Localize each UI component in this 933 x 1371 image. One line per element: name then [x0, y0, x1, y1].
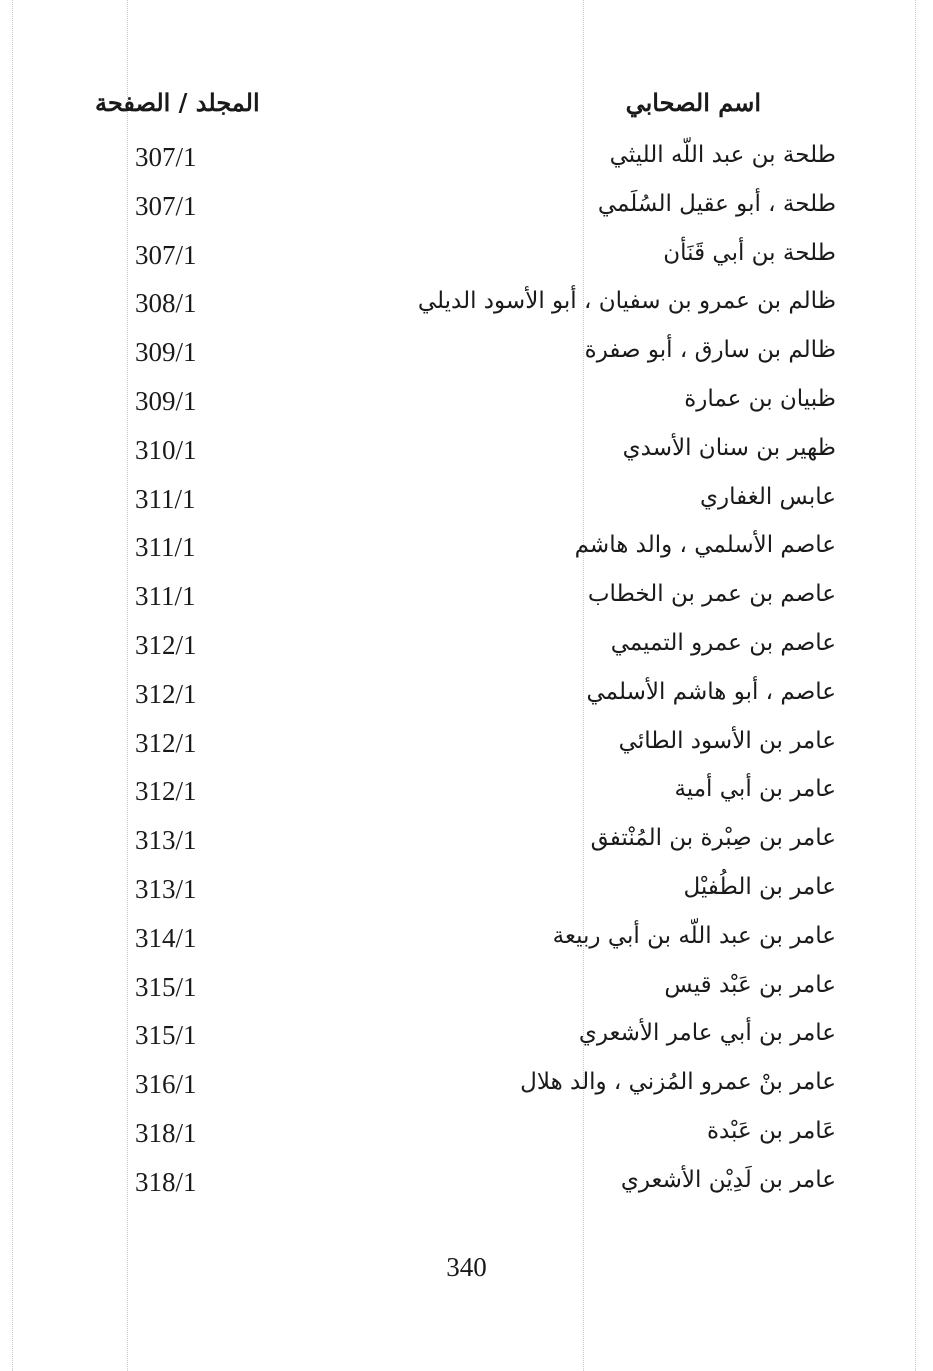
volume-page-ref: 313/1 — [135, 873, 197, 904]
volume-page-ref: 316/1 — [135, 1069, 197, 1100]
table-row — [0, 575, 933, 624]
volume-page-column-header: المجلد / الصفحة — [95, 88, 260, 117]
companion-name: طلحة ، أبو عقيل السُلَمي — [597, 190, 836, 217]
table-row — [0, 1014, 933, 1063]
volume-page-ref: 318/1 — [135, 1117, 197, 1148]
volume-page-ref: 315/1 — [135, 971, 197, 1002]
table-row — [0, 1063, 933, 1112]
volume-page-ref: 307/1 — [135, 190, 197, 221]
companion-name: عامر بن أبي عامر الأشعري — [578, 1020, 836, 1047]
volume-page-ref: 309/1 — [135, 385, 197, 416]
table-row — [0, 380, 933, 429]
table-row — [0, 234, 933, 283]
companion-name: عاصم بن عمرو التميمي — [610, 629, 836, 656]
companion-name: عامر بن عَبْد قيس — [664, 971, 836, 998]
companion-name: عامر بن عبد اللّه بن أبي ربيعة — [552, 922, 836, 949]
volume-page-ref: 312/1 — [135, 776, 197, 807]
companion-name: عامر بن صِبْرة بن المُنْتفق — [590, 825, 836, 852]
companion-name: عاصم الأسلمي ، والد هاشم — [574, 532, 836, 559]
table-row — [0, 282, 933, 331]
name-column-header: اسم الصحابي — [625, 88, 761, 117]
volume-page-ref: 307/1 — [135, 142, 197, 172]
volume-page-ref: 312/1 — [135, 629, 197, 660]
volume-page-ref: 311/1 — [135, 581, 196, 612]
volume-page-ref: 311/1 — [135, 532, 196, 563]
companion-name: عامر بن أبي أمية — [674, 776, 836, 803]
companion-name: عامر بن الأسود الطائي — [618, 727, 836, 754]
table-row — [0, 478, 933, 527]
table-row — [0, 624, 933, 673]
table-row — [0, 429, 933, 478]
table-row — [0, 770, 933, 819]
companion-name: عابس الغفاري — [699, 483, 836, 510]
table-row — [0, 1112, 933, 1161]
companion-name: عامر بن الطُفيْل — [683, 873, 836, 900]
table-header — [0, 88, 933, 128]
volume-page-ref: 308/1 — [135, 288, 197, 319]
table-row — [0, 868, 933, 917]
companion-name: طلحة بن عبد اللّه الليثي — [609, 142, 836, 168]
volume-page-ref: 307/1 — [135, 239, 197, 270]
table-row — [0, 917, 933, 966]
companion-name: ظالم بن سارق ، أبو صفرة — [584, 337, 836, 364]
table-row — [0, 722, 933, 771]
companion-name: ظالم بن عمرو بن سفيان ، أبو الأسود الديلي — [417, 288, 836, 315]
volume-page-ref: 318/1 — [135, 1166, 197, 1197]
companion-name: عامر بنْ عمرو المُزني ، والد هلال — [520, 1069, 836, 1096]
page-number: 340 — [446, 1252, 487, 1282]
table-row — [0, 136, 933, 185]
companion-name: ظبيان بن عمارة — [684, 385, 836, 412]
companion-name: عَامر بن عَبْدة — [706, 1117, 836, 1144]
table-row — [0, 819, 933, 868]
table-row — [0, 1161, 933, 1210]
volume-page-ref: 312/1 — [135, 678, 197, 709]
table-row — [0, 185, 933, 234]
table-row — [0, 966, 933, 1015]
companion-name: عامر بن لَدِيْن الأشعري — [620, 1166, 836, 1193]
volume-page-ref: 314/1 — [135, 922, 197, 953]
volume-page-ref: 315/1 — [135, 1020, 197, 1051]
volume-page-ref: 312/1 — [135, 727, 197, 758]
volume-page-ref: 309/1 — [135, 337, 197, 368]
index-table — [0, 136, 933, 1210]
companion-name: عاصم ، أبو هاشم الأسلمي — [586, 678, 836, 705]
table-row — [0, 673, 933, 722]
companion-name: طلحة بن أبي قَنَأن — [663, 239, 836, 266]
table-row — [0, 526, 933, 575]
volume-page-ref: 311/1 — [135, 483, 196, 514]
companion-name: عاصم بن عمر بن الخطاب — [587, 581, 836, 608]
volume-page-ref: 310/1 — [135, 434, 197, 465]
volume-page-ref: 313/1 — [135, 825, 197, 856]
companion-name: ظهير بن سنان الأسدي — [622, 434, 836, 461]
table-row — [0, 331, 933, 380]
